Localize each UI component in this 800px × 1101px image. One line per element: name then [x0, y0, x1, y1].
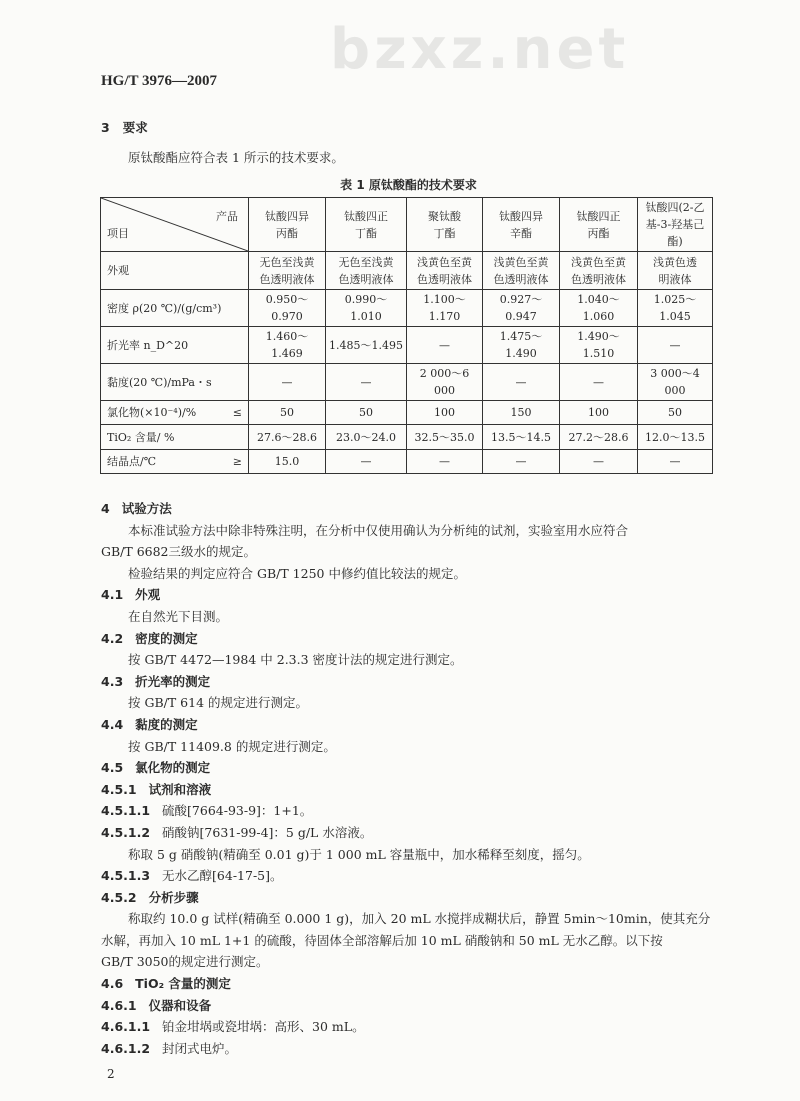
value-cell: 150	[483, 401, 560, 425]
page-number: 2	[107, 1067, 115, 1082]
heading-title: 折光率的测定	[135, 673, 211, 689]
heading-number: 4.5.1	[101, 781, 137, 797]
section-heading	[101, 757, 716, 779]
value-cell: 50	[249, 401, 326, 425]
value-cell: —	[407, 327, 483, 364]
value-cell: 50	[326, 401, 407, 425]
section-heading	[101, 714, 716, 736]
item-cell	[101, 450, 249, 474]
value-cell: 无色至浅黄 色透明液体	[326, 252, 407, 290]
clause-text: 硫酸[7664-93-9]：1+1。	[162, 803, 313, 819]
section-3-heading	[101, 118, 716, 138]
paragraph-line: GB/T 3050的规定进行测定。	[101, 954, 269, 970]
paragraph-line: 称取 5 g 硝酸钠(精确至 0.01 g)于 1 000 mL 容量瓶中，加水稀释至刻度，摇匀。	[128, 846, 590, 862]
limit-symbol: ≤	[232, 406, 242, 419]
item-label: 密度 ρ(20 ℃)/(g/cm³)	[107, 301, 222, 315]
value-cell: 0.927～ 0.947	[483, 290, 560, 327]
column-header: 钛酸四正 丁酯	[326, 198, 407, 252]
corner-product-label: 产品	[216, 209, 238, 223]
value-cell: 1.475～1.490	[483, 327, 560, 364]
heading-title: 仪器和设备	[148, 997, 212, 1013]
heading-title: 黏度的测定	[135, 716, 198, 732]
table-row	[101, 364, 713, 401]
paragraph-line: 水解，再加入 10 mL 1+1 的硫酸，待固体全部溶解后加 10 mL 硝酸钠和 50 mL 无水乙醇。以下按	[101, 932, 663, 948]
document-body	[101, 498, 716, 1059]
heading-title: 分析步骤	[148, 889, 199, 905]
table-row	[101, 252, 713, 290]
paragraph-line: 在自然光下目测。	[128, 608, 229, 624]
corner-diagonal-line	[101, 198, 248, 251]
section-heading	[101, 628, 716, 650]
item-cell	[101, 327, 249, 364]
numbered-clause	[101, 1038, 716, 1060]
value-cell: —	[483, 364, 560, 401]
clause-number: 4.6.1.2	[101, 1040, 151, 1056]
section-heading	[101, 973, 716, 995]
item-label: 折光率 n_D^20	[107, 338, 189, 352]
item-label: 外观	[107, 264, 129, 277]
value-cell: —	[326, 450, 407, 474]
value-cell: 浅黄色至黄 色透明液体	[407, 252, 483, 290]
numbered-clause	[101, 865, 716, 887]
value-cell: 1.485～1.495	[326, 327, 407, 364]
heading-number: 4.5.2	[101, 889, 137, 905]
value-cell: 1.040～ 1.060	[560, 290, 638, 327]
section-title: 要求	[122, 120, 148, 135]
document-code-header: HG/T 3976—2007	[101, 73, 217, 89]
heading-title: 外观	[135, 587, 161, 603]
paragraph-line: 检验结果的判定应符合 GB/T 1250 中修约值比较法的规定。	[128, 565, 466, 581]
value-cell: 32.5～35.0	[407, 425, 483, 450]
value-cell: 浅黄色至黄 色透明液体	[560, 252, 638, 290]
column-header: 钛酸四正 丙酯	[560, 198, 638, 252]
value-cell: —	[326, 364, 407, 401]
value-cell: 0.990～ 1.010	[326, 290, 407, 327]
paragraph-line: 按 GB/T 11409.8 的规定进行测定。	[128, 738, 336, 754]
value-cell: 27.6～28.6	[249, 425, 326, 450]
value-cell: 12.0～13.5	[638, 425, 713, 450]
paragraph-line: 称取约 10.0 g 试样(精确至 0.000 1 g)，加入 20 mL 水搅拌成糊状后，静置 5min～10min，使其充分	[128, 911, 711, 927]
value-cell: —	[638, 450, 713, 474]
heading-title: 氯化物的测定	[135, 760, 211, 776]
value-cell: 1.460～1.469	[249, 327, 326, 364]
value-cell: 无色至浅黄 色透明液体	[249, 252, 326, 290]
item-label: 黏度(20 ℃)/mPa・s	[107, 375, 212, 389]
column-header: 钛酸四异 辛酯	[483, 198, 560, 252]
section-heading	[101, 584, 716, 606]
value-cell: 1.490～1.510	[560, 327, 638, 364]
table-caption: 表 1 原钛酸酯的技术要求	[340, 178, 477, 192]
value-cell: —	[638, 327, 713, 364]
value-cell: —	[407, 450, 483, 474]
heading-number: 4.6.1	[101, 997, 137, 1013]
item-cell	[101, 252, 249, 290]
value-cell: —	[249, 364, 326, 401]
value-cell: 23.0～24.0	[326, 425, 407, 450]
heading-number: 4.6	[101, 976, 124, 992]
section-heading	[101, 498, 716, 520]
heading-title: TiO₂ 含量的测定	[135, 976, 231, 992]
section-heading	[101, 995, 716, 1017]
heading-number: 4.5	[101, 760, 124, 776]
value-cell: 2 000～6 000	[407, 364, 483, 401]
value-cell: 1.100～ 1.170	[407, 290, 483, 327]
watermark: bzxz.net	[330, 17, 630, 82]
section-heading	[101, 779, 716, 801]
clause-number: 4.6.1.1	[101, 1019, 151, 1035]
clause-number: 4.5.1.2	[101, 824, 151, 840]
value-cell: —	[483, 450, 560, 474]
clause-text: 硝酸钠[7631-99-4]：5 g/L 水溶液。	[162, 824, 373, 840]
heading-title: 密度的测定	[135, 630, 198, 646]
clause-number: 4.5.1.1	[101, 803, 151, 819]
paragraph-line: 按 GB/T 4472—1984 中 2.3.3 密度计法的规定进行测定。	[128, 652, 463, 668]
value-cell: 15.0	[249, 450, 326, 474]
heading-number: 4.3	[101, 673, 124, 689]
clause-number: 4.5.1.3	[101, 868, 151, 884]
heading-number: 4	[101, 501, 110, 516]
value-cell: 浅黄色至黄 色透明液体	[483, 252, 560, 290]
column-header: 聚钛酸 丁酯	[407, 198, 483, 252]
item-label: 氯化物(×10⁻⁴)/%	[107, 406, 197, 419]
section-heading	[101, 887, 716, 909]
value-cell: 13.5～14.5	[483, 425, 560, 450]
section-3-paragraph: 原钛酸酯应符合表 1 所示的技术要求。	[128, 150, 344, 165]
table-row	[101, 401, 713, 425]
value-cell: —	[560, 364, 638, 401]
value-cell: 0.950～ 0.970	[249, 290, 326, 327]
section-heading	[101, 671, 716, 693]
clause-text: 封闭式电炉。	[162, 1040, 238, 1056]
heading-title: 试剂和溶液	[148, 781, 212, 797]
table-row	[101, 450, 713, 474]
requirements-table	[100, 197, 713, 474]
heading-number: 4.4	[101, 716, 124, 732]
value-cell: 100	[560, 401, 638, 425]
numbered-clause	[101, 1016, 716, 1038]
heading-title: 试验方法	[121, 501, 172, 516]
table-header-row	[101, 198, 713, 252]
numbered-clause	[101, 822, 716, 844]
corner-cell	[101, 198, 249, 252]
corner-item-label: 项目	[107, 226, 129, 240]
value-cell: 浅黄色透 明液体	[638, 252, 713, 290]
column-header: 钛酸四(2-乙 基-3-羟基己酯)	[638, 198, 713, 252]
paragraph-line: 本标准试验方法中除非特殊注明，在分析中仅使用确认为分析纯的试剂，实验室用水应符合	[128, 522, 629, 538]
value-cell: 1.025～ 1.045	[638, 290, 713, 327]
item-cell	[101, 425, 249, 450]
heading-number: 4.1	[101, 587, 124, 603]
clause-text: 无水乙醇[64-17-5]。	[162, 868, 283, 884]
value-cell: 50	[638, 401, 713, 425]
numbered-clause	[101, 800, 716, 822]
item-label: TiO₂ 含量/ %	[107, 430, 175, 444]
value-cell: 3 000～4 000	[638, 364, 713, 401]
value-cell: —	[560, 450, 638, 474]
value-cell: 100	[407, 401, 483, 425]
paragraph-line: 按 GB/T 614 的规定进行测定。	[128, 695, 308, 711]
table-row	[101, 327, 713, 364]
value-cell: 27.2～28.6	[560, 425, 638, 450]
clause-text: 铂金坩埚或瓷坩埚：高形、30 mL。	[162, 1019, 365, 1035]
table-row	[101, 290, 713, 327]
limit-symbol: ≥	[232, 455, 242, 468]
column-header: 钛酸四异 丙酯	[249, 198, 326, 252]
heading-number: 4.2	[101, 630, 124, 646]
section-number: 3	[101, 120, 110, 135]
item-cell	[101, 364, 249, 401]
item-cell	[101, 401, 249, 425]
item-label: 结晶点/℃	[107, 455, 157, 468]
paragraph-line: GB/T 6682三级水的规定。	[101, 544, 257, 560]
item-cell	[101, 290, 249, 327]
table-row	[101, 425, 713, 450]
